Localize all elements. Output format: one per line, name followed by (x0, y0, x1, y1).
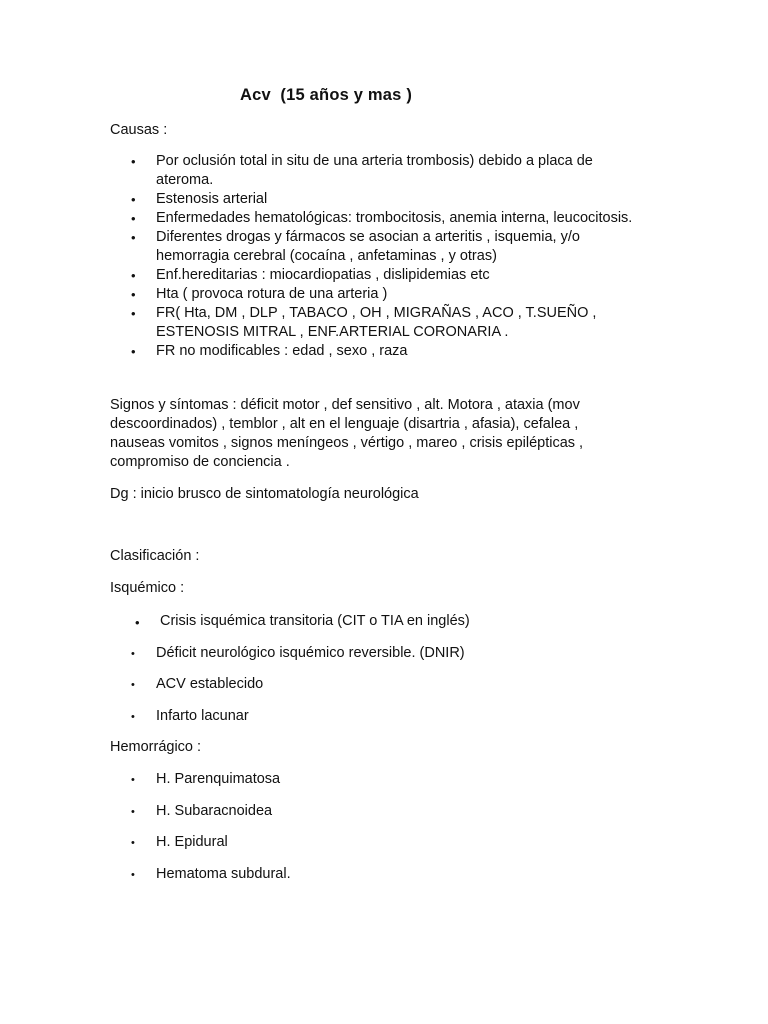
list-item: • Estenosis arterial (131, 191, 268, 207)
bullet-icon: • (131, 344, 136, 359)
list-item: • Enfermedades hematológicas: trombocitosis, anemia interna, leucocitosis. (131, 210, 633, 226)
list-item: • Hematoma subdural. (110, 865, 291, 884)
bullet-icon: • (131, 679, 135, 691)
list-item: • FR no modificables : edad , sexo , raza (131, 343, 408, 359)
list-item: • H. Epidural (110, 833, 291, 852)
isquemico-label: Isquémico : (110, 580, 185, 596)
bullet-icon: • (131, 287, 136, 302)
causas-label: Causas : (110, 122, 168, 138)
list-item: • Infarto lacunar (110, 707, 470, 726)
bullet-icon: • (131, 774, 135, 786)
hemorragico-label: Hemorrágico : (110, 739, 202, 755)
bullet-icon: • (131, 805, 135, 818)
list-item: • ACV establecido (110, 675, 470, 694)
list-item: • Hta ( provoca rotura de una arteria ) (131, 286, 388, 302)
bullet-icon: • (131, 837, 135, 849)
clasificacion-label: Clasificación : (110, 548, 200, 564)
bullet-icon: • (131, 710, 135, 723)
bullet-icon: • (131, 154, 136, 169)
list-item: • FR( Hta, DM , DLP , TABACO , OH , MIGRAÑAS , ACO , T.SUEÑO , ESTENOSIS MITRAL , ENF.ARTERIAL CORONARIA . (131, 305, 597, 340)
bullet-icon: • (131, 868, 135, 881)
bullet-icon: • (131, 192, 136, 207)
list-item: • Enf.hereditarias : miocardiopatias , dislipidemias etc (131, 267, 490, 283)
bullet-icon: • (131, 647, 135, 660)
isquemico-list (110, 612, 470, 738)
list-item: • Déficit neurológico isquémico reversible. (DNIR) (110, 644, 470, 663)
bullet-icon: • (131, 268, 136, 283)
bullet-icon: • (131, 230, 136, 245)
hemorragico-list (110, 770, 291, 896)
list-item: • Diferentes drogas y fármacos se asocian a arteritis , isquemia, y/o hemorragia cerebral (cocaína , anfetaminas , y otras) (131, 229, 580, 264)
list-item: • H. Parenquimatosa (110, 770, 291, 789)
bullet-icon: • (131, 306, 136, 321)
dg-paragraph: Dg : inicio brusco de sintomatología neurológica (110, 486, 419, 502)
bullet-icon: • (135, 615, 140, 630)
list-item: • Por oclusión total in situ de una arteria trombosis) debido a placa de ateroma. (131, 153, 593, 188)
bullet-icon: • (131, 211, 136, 226)
signos-paragraph: Signos y síntomas : déficit motor , def sensitivo , alt. Motora , ataxia (mov descoordinados) , temblor , alt en el lenguaje (disartria , afasia), cefalea , nauseas vomitos , signos meníngeos , vértigo , mareo , crisis epilépticas , compromiso de conciencia . (110, 397, 584, 470)
causas-list (110, 152, 636, 361)
list-item: • Crisis isquémica transitoria (CIT o TIA en inglés) (135, 613, 470, 630)
page-title: Acv (15 años y mas ) (240, 86, 413, 104)
list-item: • H. Subaracnoidea (110, 802, 291, 821)
